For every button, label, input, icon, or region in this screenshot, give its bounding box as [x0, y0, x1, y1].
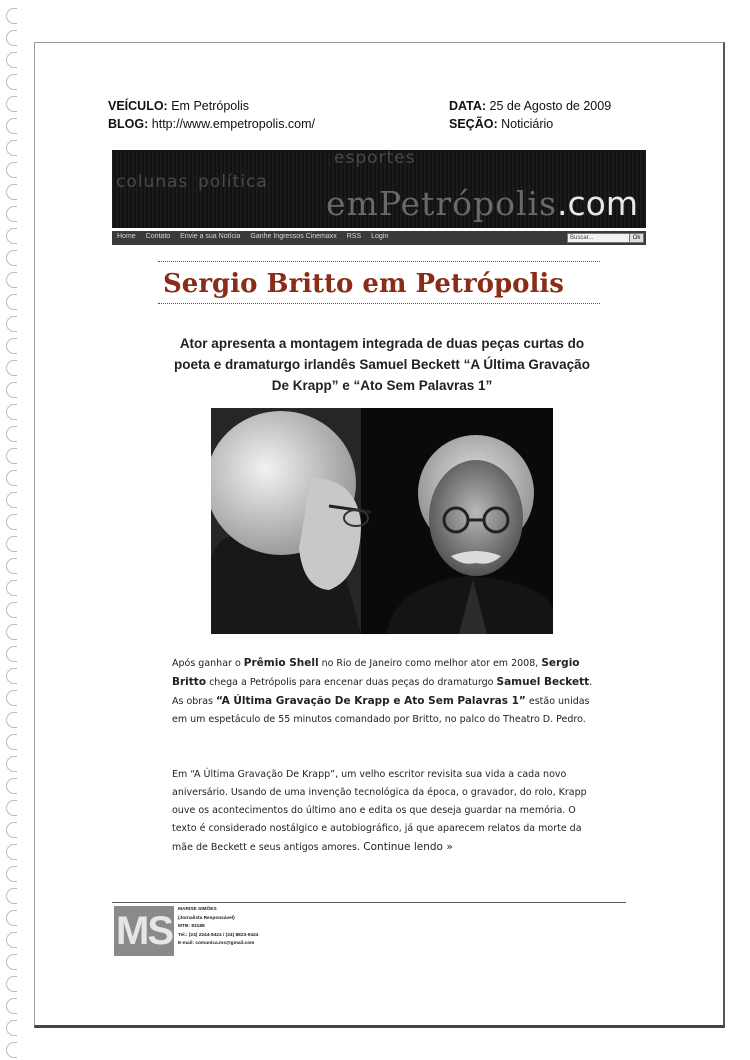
article-title: Sergio Britto em Petrópolis [163, 269, 564, 299]
banner-tag-colunas: colunas [116, 172, 189, 192]
binding-ring [6, 976, 17, 992]
article-paragraph-1 [172, 654, 598, 729]
binding-ring [6, 690, 17, 706]
footer-rule [112, 902, 626, 903]
spiral-binding [2, 0, 24, 1060]
nav-bar [112, 231, 646, 245]
p1-text-g: . As obras [172, 677, 593, 707]
logo-name: emPetrópolis [326, 184, 558, 223]
binding-ring [6, 624, 17, 640]
vehicle-value: Em Petrópolis [171, 99, 250, 113]
site-logo [326, 184, 638, 223]
meta-left [108, 97, 315, 133]
continue-reading-link[interactable]: Continue lendo » [359, 841, 453, 853]
binding-ring [6, 426, 17, 442]
section-value: Noticiário [501, 117, 554, 131]
binding-ring [6, 404, 17, 420]
contact-name: MARISE SIMÕES [178, 907, 217, 912]
p1-text-e: chega a Petrópolis para encenar duas peças do dramaturgo [206, 677, 497, 688]
binding-ring [6, 470, 17, 486]
binding-ring [6, 184, 17, 200]
section-label: SEÇÃO: [449, 117, 498, 131]
p1-premio-shell: Prêmio Shell [243, 657, 319, 669]
logo-suffix: .com [557, 184, 638, 223]
binding-ring [6, 206, 17, 222]
binding-ring [6, 492, 17, 508]
binding-ring [6, 910, 17, 926]
binding-ring [6, 932, 17, 948]
blog-banner [112, 150, 646, 228]
meta-right [449, 97, 611, 133]
date-label: DATA: [449, 99, 487, 113]
nav-item-envie-noticia[interactable]: Envie a sua Notícia [180, 233, 241, 240]
binding-ring [6, 778, 17, 794]
article-photo [211, 408, 553, 634]
title-rule-bottom [158, 303, 600, 304]
binding-ring [6, 514, 17, 530]
p1-text-a: Após ganhar o [172, 658, 244, 669]
search-input[interactable]: Buscar... [567, 233, 630, 243]
contact-role: (Jornalista Responsável) [178, 915, 235, 921]
binding-ring [6, 734, 17, 750]
binding-ring [6, 558, 17, 574]
binding-ring [6, 96, 17, 112]
binding-ring [6, 602, 17, 618]
binding-ring [6, 844, 17, 860]
binding-ring [6, 822, 17, 838]
binding-ring [6, 140, 17, 156]
binding-ring [6, 360, 17, 376]
contact-tel: Tel.: (24) 2244-9424 / (24) 8823-9424 [178, 932, 259, 938]
binding-ring [6, 228, 17, 244]
binding-ring [6, 338, 17, 354]
binding-ring [6, 1042, 17, 1058]
p2-text: Em “A Última Gravação De Krapp”, um velho escritor revisita sua vida a cada novo aniversário. Usando de uma invenção tecnológica da época, o gravador, do rolo, Krapp ouve os acontecimentos do último ano e edita os que deseja guardar na memória. O texto é considerado nostálgico e autobiográfico, já que aparecem relatos da morte da mãe de Beckett e seus antigos amores. [172, 769, 587, 853]
p1-samuel-beckett: Samuel Beckett [496, 676, 590, 688]
photo-illustration [211, 408, 553, 634]
binding-ring [6, 250, 17, 266]
binding-ring [6, 866, 17, 882]
binding-ring [6, 888, 17, 904]
binding-ring [6, 646, 17, 662]
binding-ring [6, 316, 17, 332]
binding-ring [6, 536, 17, 552]
ms-logo: MS [114, 906, 174, 956]
p1-text-c: no Rio de Janeiro como melhor ator em 2008, [318, 658, 542, 669]
title-rule-top [158, 261, 600, 262]
nav-item-ganhe-ingressos[interactable]: Ganhe Ingressos Cinemaxx [250, 233, 337, 240]
p1-text-i: estão unidas em um espetáculo de 55 minutos comandado por Britto, no palco do Theatro D. Pedro. [172, 696, 590, 725]
banner-tag-esportes: esportes [334, 150, 416, 168]
p1-obras-title: “A Última Gravação De Krapp e Ato Sem Palavras 1” [216, 695, 526, 707]
binding-ring [6, 800, 17, 816]
nav-item-home[interactable]: Home [117, 233, 136, 240]
contact-email: E-mail: comunica.ms@gmail.com [178, 941, 255, 946]
nav-item-login[interactable]: Login [371, 233, 389, 240]
binding-ring [6, 448, 17, 464]
date-value: 25 de Agosto de 2009 [489, 99, 612, 113]
binding-ring [6, 74, 17, 90]
contact-mtb: MTB: 93188 [178, 924, 205, 929]
binding-ring [6, 668, 17, 684]
banner-tag-politica: política [198, 172, 268, 192]
binding-ring [6, 118, 17, 134]
binding-ring [6, 712, 17, 728]
blog-url: http://www.empetropolis.com/ [151, 117, 316, 131]
nav-item-rss[interactable]: RSS [346, 233, 362, 240]
binding-ring [6, 580, 17, 596]
binding-ring [6, 998, 17, 1014]
binding-ring [6, 162, 17, 178]
binding-ring [6, 954, 17, 970]
binding-ring [6, 52, 17, 68]
nav-menu [117, 233, 396, 240]
binding-ring [6, 294, 17, 310]
p1-sergio-britto: Sergio Britto [172, 657, 580, 688]
binding-ring [6, 756, 17, 772]
nav-item-contato[interactable]: Contato [145, 233, 171, 240]
binding-ring [6, 1020, 17, 1036]
search-button[interactable]: Ok [629, 233, 644, 243]
binding-ring [6, 272, 17, 288]
blog-label: BLOG: [108, 117, 149, 131]
binding-ring [6, 382, 17, 398]
vehicle-label: VEÍCULO: [108, 99, 168, 113]
article-paragraph-2 [172, 766, 598, 857]
binding-ring [6, 30, 17, 46]
footer-contact [178, 906, 258, 949]
binding-ring [6, 8, 17, 24]
article-subtitle: Ator apresenta a montagem integrada de duas peças curtas do poeta e dramaturgo irlandês Samuel Beckett “A Última Gravação De Krapp” e “Ato Sem Palavras 1” [174, 336, 590, 393]
